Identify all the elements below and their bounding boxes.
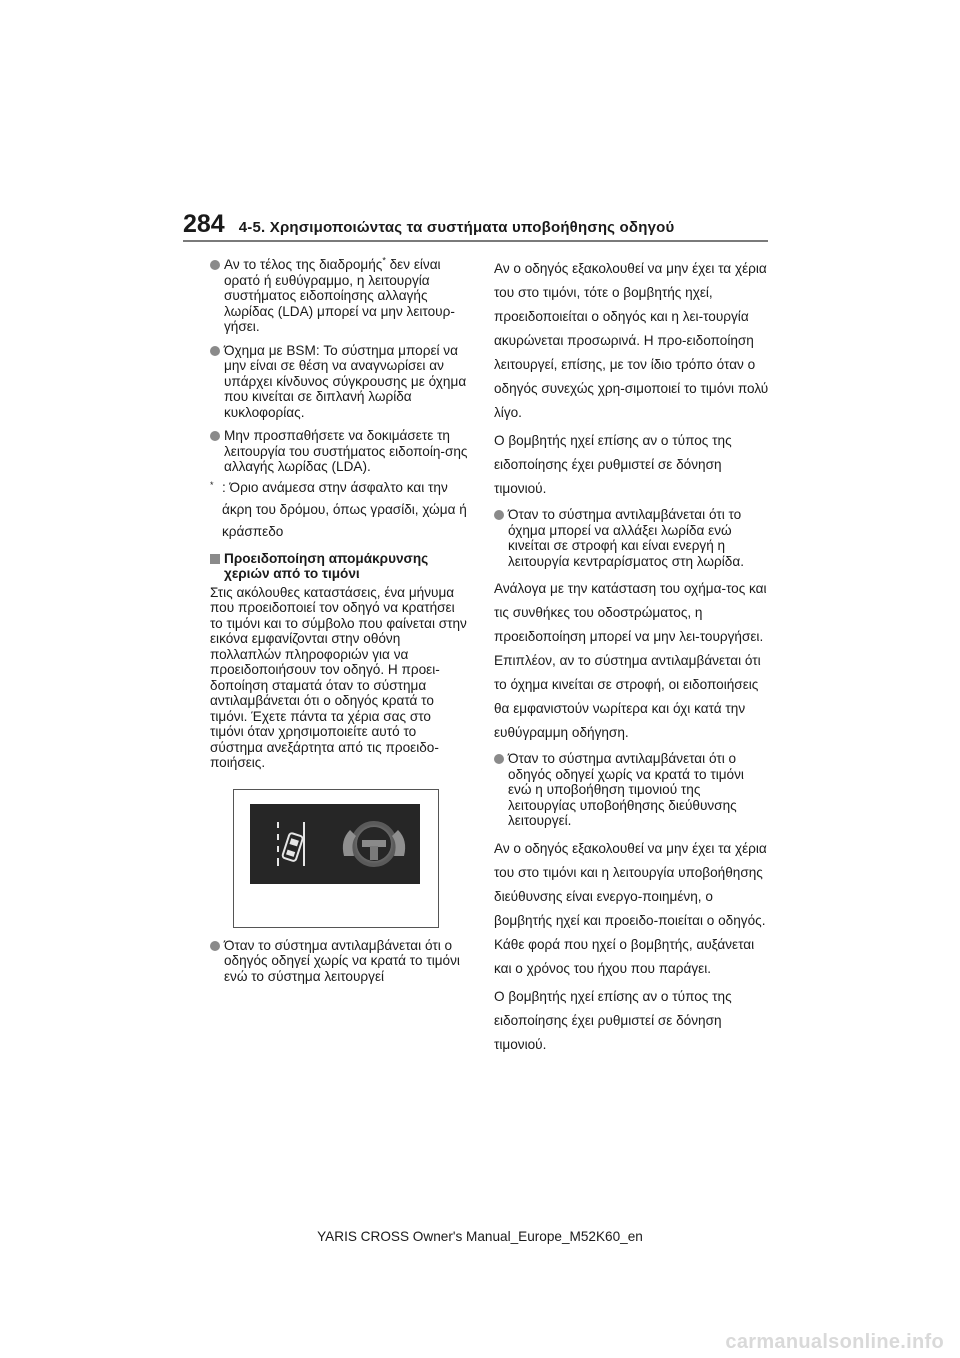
bullet-item: Όταν το σύστημα αντιλαμβάνεται ότι το όχημα μπορεί να αλλάξει λωρίδα ενώ κινείται σε στροφή και είναι ενεργή η λειτουργία κεντραρίσματος στη λωρίδα. bbox=[494, 507, 770, 569]
body-paragraph: Αν ο οδηγός εξακολουθεί να μην έχει τα χέρια του στο τιμόνι, τότε ο βομβητής ηχεί, προειδοποιείται ο οδηγός και η λει-τουργία ακυρώνεται προσωρινά. Η προ-ειδοποίηση λειτουργεί, επίσης, με τον ίδιο τρόπο όταν ο οδηγός συνεχώς χρη-σιμοποιεί το τιμόνι πολύ λίγο. bbox=[494, 261, 769, 420]
bullet-item: Όχημα με BSM: Το σύστημα μπορεί να μην είναι σε θέση να αναγνωρίσει αν υπάρχει κίνδυνος σύγκρουσης με όχημα που κινείται σε διπλανή λωρίδα κυκλοφορίας. bbox=[210, 343, 468, 421]
watermark[interactable]: carmanualsonline.info bbox=[725, 1331, 944, 1353]
footnote: * : Όριο ανάμεσα στην άσφαλτο και την άκρη του δρόμου, όπως γρασίδι, χώμα ή κράσπεδο bbox=[210, 479, 467, 539]
left-column bbox=[210, 257, 468, 992]
section-title: 4-5. Χρησιμοποιώντας τα συστήματα υποβοήθησης οδηγού bbox=[238, 219, 675, 236]
bullet-item: Αν το τέλος της διαδρομής* δεν είναι ορατό ή ευθύγραμμο, η λειτουργία συστήματος ειδοποίησης αλλαγής λωρίδας (LDA) μπορεί να μην λειτουρ-γήσει. bbox=[210, 257, 468, 335]
bullet-dot-icon bbox=[210, 941, 220, 951]
body-paragraph: Ο βομβητής ηχεί επίσης αν ο τύπος της ειδοποίησης έχει ρυθμιστεί σε δόνηση τιμονιού. bbox=[494, 433, 732, 496]
right-column bbox=[494, 257, 770, 1061]
heading-square-icon bbox=[210, 554, 220, 564]
body-paragraph: Αν ο οδηγός εξακολουθεί να μην έχει τα χέρια του στο τιμόνι και η λειτουργία υποβοήθησης διεύθυνσης είναι ενεργο-ποιημένη, ο βομβητής ηχεί και προειδο-ποιείται ο οδηγός. Κάθε φορά που ηχεί ο βομβητής, αυξάνεται και ο χρόνος του ήχου που παράγει. bbox=[494, 840, 767, 976]
bullet-dot-icon bbox=[210, 346, 220, 356]
bullet-item: Όταν το σύστημα αντιλαμβάνεται ότι ο οδηγός οδηγεί χωρίς να κρατά το τιμόνι ενώ το σύστημα λειτουργεί bbox=[210, 938, 468, 985]
bullet-dot-icon bbox=[210, 431, 220, 441]
bullet-dot-icon bbox=[494, 510, 504, 520]
page-number: 284 bbox=[183, 210, 225, 238]
bullet-dot-icon bbox=[494, 754, 504, 764]
body-paragraph: Στις ακόλουθες καταστάσεις, ένα μήνυμα που προειδοποιεί τον οδηγό να κρατήσει το τιμόνι και το σύμβολο που φαίνεται στην εικόνα εμφανίζονται στην οθόνη πολλαπλών πληροφοριών για να προειδοποιήσουν τον οδηγό. Η προει-δοποίηση σταματά όταν το σύστημα αντιλαμβάνεται ότι ο οδηγός κρατά το τιμόνι. Έχετε πάντα τα χέρια σας στο τιμόνι όταν χρησιμοποιείτε αυτό το σύστημα ανεξάρτητα από τις προειδο-ποιήσεις. bbox=[210, 584, 467, 770]
bullet-dot-icon bbox=[210, 260, 220, 270]
body-paragraph: Ανάλογα με την κατάσταση του οχήμα-τος και τις συνθήκες του οδοστρώματος, η προειδοποίηση μπορεί να μην λει-τουργήσει. Επιπλέον, αν το σύστημα αντιλαμβάνεται ότι το όχημα κινείται σε στροφή, οι ειδοποιήσεις θα εμφανιστούν νωρίτερα και όχι κατά την ευθύγραμμη οδήγηση. bbox=[494, 581, 767, 740]
page-header bbox=[183, 210, 674, 239]
bullet-item: Όταν το σύστημα αντιλαμβάνεται ότι ο οδηγός οδηγεί χωρίς να κρατά το τιμόνι ενώ η υποβοήθηση τιμονιού της λειτουργίας υποβοήθησης διεύθυνσης λειτουργεί. bbox=[494, 751, 770, 829]
body-paragraph: Ο βομβητής ηχεί επίσης αν ο τύπος της ειδοποίησης έχει ρυθμιστεί σε δόνηση τιμονιού. bbox=[494, 988, 732, 1052]
bullet-item: Μην προσπαθήσετε να δοκιμάσετε τη λειτουργία του συστήματος ειδοποίη-σης αλλαγής λωρίδας (LDA). bbox=[210, 428, 468, 475]
warning-illustration bbox=[233, 789, 439, 928]
hands-on-wheel-icon bbox=[326, 812, 436, 874]
header-divider bbox=[183, 240, 768, 242]
subsection-heading: Προειδοποίηση απομάκρυνσης χεριών από το τιμόνι bbox=[210, 551, 468, 582]
page-footer: YARIS CROSS Owner's Manual_Europe_M52K60_en bbox=[317, 1229, 643, 1244]
